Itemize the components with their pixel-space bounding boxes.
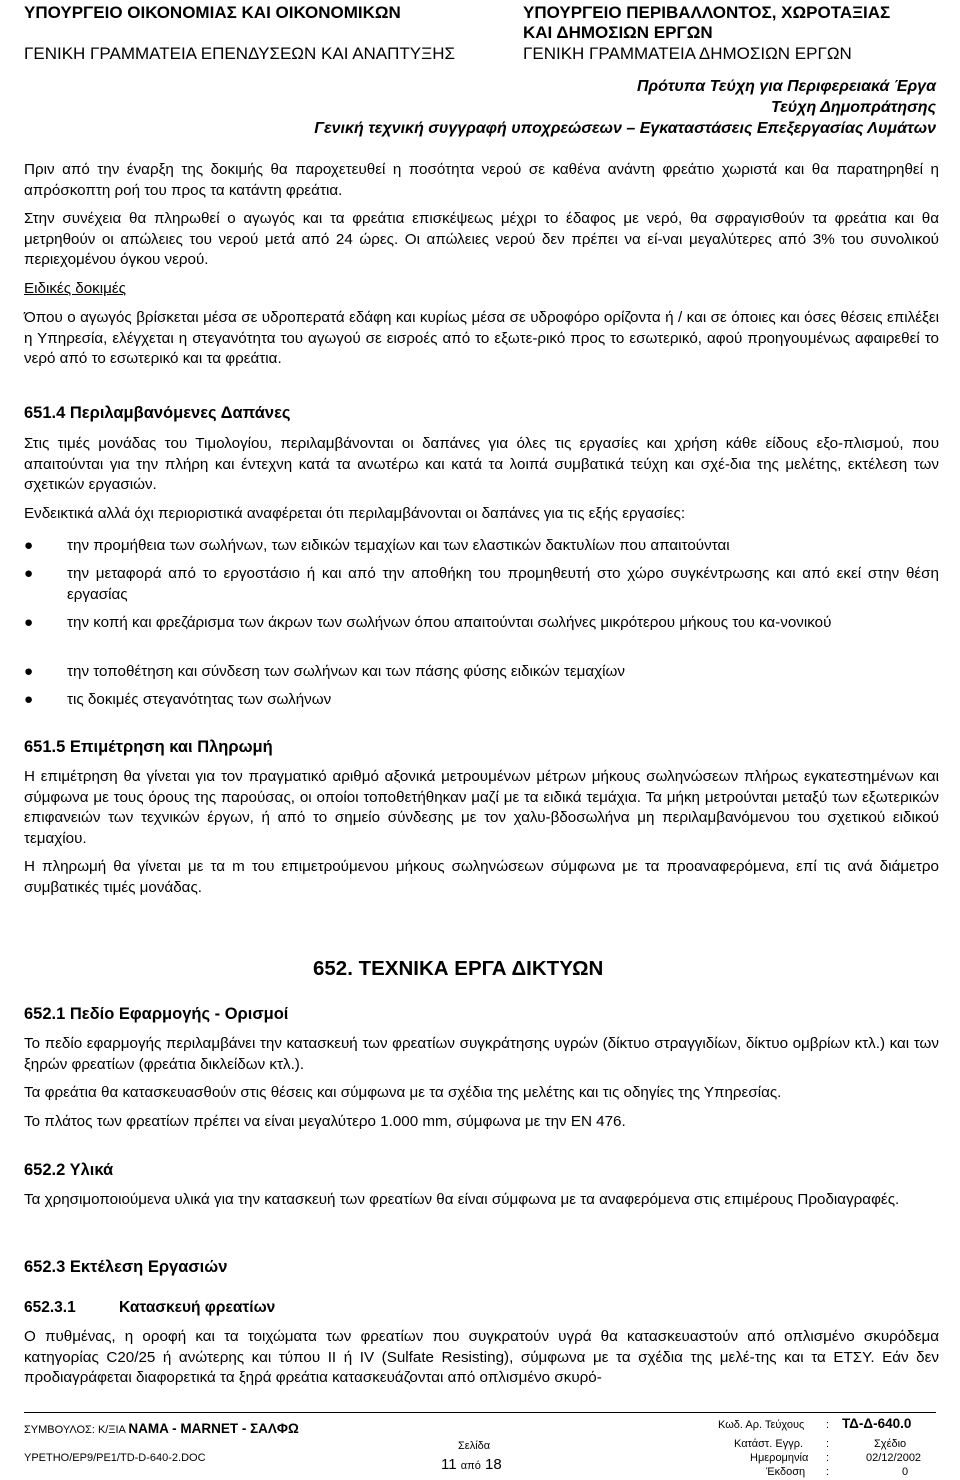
secretariat-left: ΓΕΝΙΚΗ ΓΡΑΜΜΑΤΕΙΑ ΕΠΕΝΔΥΣΕΩΝ ΚΑΙ ΑΝΑΠΤΥΞΗΣ: [24, 44, 455, 63]
edition-value: 0: [902, 1466, 909, 1478]
ministry-left: ΥΠΟΥΡΓΕΙΟ ΟΙΚΟΝΟΜΙΑΣ ΚΑΙ ΟΙΚΟΝΟΜΙΚΩΝ: [24, 3, 401, 22]
page-current: 11: [441, 1456, 457, 1473]
bullet-icon: ●: [24, 565, 34, 582]
chapter-652-title: 652. ΤΕΧΝΙΚΑ ΕΡΓΑ ΔΙΚΤΥΩΝ: [313, 957, 604, 980]
bullet-icon: ●: [24, 537, 34, 554]
section-651-4-heading: 651.4 Περιλαμβανόμενες Δαπάνες: [24, 404, 291, 422]
paragraph: Στις τιμές μονάδας του Τιμολογίου, περιλαμβάνονται οι δαπάνες για όλες τις εργασίες και χρήση κάθε είδους εξο-πλισμού, που απαιτούνται για την πλήρη και έντεχνη κατά τα ανωτέρω και κατά τα λοιπά συμβατικά τεύχη και σχέ-δια της μελέτης, εκτέλεση των σχετικών εργασιών.: [24, 435, 939, 493]
section-652-3-1-body: [24, 1327, 939, 1397]
footer-divider: [24, 1412, 936, 1413]
page-of: από: [460, 1460, 481, 1472]
page-label: Σελίδα: [458, 1440, 491, 1452]
paragraph: Το πεδίο εφαρμογής περιλαμβάνει την κατασκευή των φρεατίων συγκράτησης υγρών (δίκτυο στραγγιδίων, δίκτυο ομβρίων κτλ.) και των ξηρών φρεατίων (φρεάτια δικλείδων κτλ.).: [24, 1035, 939, 1073]
special-tests-heading: Ειδικές δοκιμές: [24, 279, 126, 297]
file-name: ΥΡΕΤΗΟ/ΕΡ9/ΡΕ1/ΤD-D-640-2.DOC: [24, 1452, 206, 1464]
paragraph: Το πλάτος των φρεατίων πρέπει να είναι μεγαλύτερο 1.000 mm, σύμφωνα με την ΕΝ 476.: [24, 1112, 626, 1130]
date-value: 02/12/2002: [866, 1452, 922, 1464]
paragraph: Ο πυθμένας, η οροφή και τα τοιχώματα των φρεατίων που συγκρατούν υγρά θα κατασκευαστούν από οπλισμένο σκυρόδεμα κατηγορίας C20/25 ή ανώτερης και τύπου ΙΙ ή ΙV (Sulfate Resisting), σύμφωνα με τα σχέδια της μελέ-της και τα ΕΤΣΥ. Εάν δεν προδιαγράφεται διαφορετικά τα ξηρά φρεάτια κατασκευάζονται από οπλισμένο σκυρό-: [24, 1328, 939, 1386]
bullet-icon: ●: [24, 614, 34, 631]
status-value: Σχέδιο: [874, 1438, 907, 1450]
doc-series-title: Πρότυπα Τεύχη για Περιφερειακά Έργα: [636, 78, 936, 95]
status-label: Κατάστ. Εγγρ.: [734, 1438, 804, 1450]
section-652-1-heading: 652.1 Πεδίο Εφαρμογής - Ορισμοί: [24, 1005, 289, 1023]
ministry-right-line1: ΥΠΟΥΡΓΕΙΟ ΠΕΡΙΒΑΛΛΟΝΤΟΣ, ΧΩΡΟΤΑΞΙΑΣ: [523, 3, 891, 22]
section-652-2-heading: 652.2 Υλικά: [24, 1161, 114, 1179]
edition-label: Έκδοση: [766, 1466, 806, 1478]
page-total: 18: [485, 1456, 502, 1473]
paragraph: Πριν από την έναρξη της δοκιμής θα παροχετευθεί η ποσότητα νερού σε καθένα ανάντη φρεάτιο χωριστά και θα παρατηρηθεί η απρόσκοπτη ροή του προς τα κατάντη φρεάτια.: [24, 161, 939, 199]
consultant-label: ΣΥΜΒΟΥΛΟΣ: Κ/ΞΙΑ NAMA - MARNET - ΣΑΛΦΩ: [24, 1421, 299, 1436]
code-label: Κωδ. Αρ. Τεύχους: [718, 1419, 805, 1431]
section-652-3-1-number: 652.3.1: [24, 1299, 76, 1316]
bullet-icon: ●: [24, 663, 34, 680]
section-651-5-heading: 651.5 Επιμέτρηση και Πληρωμή: [24, 738, 273, 756]
paragraph: Ενδεικτικά αλλά όχι περιοριστικά αναφέρεται ότι περιλαμβάνονται οι δαπάνες για τις εξής εργασίες:: [24, 504, 686, 522]
code-value: ΤΔ-Δ-640.0: [842, 1416, 912, 1431]
doc-subject-title: Γενική τεχνική συγγραφή υποχρεώσεων – Εγκαταστάσεις Επεξεργασίας Λυμάτων: [314, 120, 936, 137]
paragraph: Τα χρησιμοποιούμενα υλικά για την κατασκευή των φρεατίων θα είναι σύμφωνα με τα αναφερόμενα στις επιμέρους Προδιαγραφές.: [24, 1191, 900, 1208]
date-label: Ημερομηνία: [750, 1452, 809, 1464]
doc-type-title: Τεύχη Δημοπράτησης: [770, 99, 936, 116]
ministry-right-line2: ΚΑΙ ΔΗΜΟΣΙΩΝ ΕΡΓΩΝ: [523, 23, 713, 42]
section-652-1-body: [24, 1034, 939, 1140]
paragraph: Η επιμέτρηση θα γίνεται για τον πραγματικό αριθμό αξονικά μετρουμένων μέτρων μήκους σωληνώσεων πλήρως εγκατεστημένων και σύμφωνα με τους όρους της παρούσας, οι οποίοι τοποθετήθηκαν μαζί με τα ειδικά τεμάχια. Τα μήκη μετρούνται μεταξύ των εξωτερικών επιφανειών των τεχνικών έργων, ή από το σημείο σύνδεσης με τον χαλυ-βδοσωλήνα μη περιλαμβανόμενου του σχετικού ειδικού τεμαχίου.: [24, 768, 939, 847]
bullet-icon: ●: [24, 691, 34, 708]
paragraph: Η πληρωμή θα γίνεται με τα m του επιμετρούμενου μήκους σωληνώσεων σύμφωνα με τα προαναφερόμενα, επί τις ανά διάμετρο συμβατικές τιμές μονάδας.: [24, 858, 939, 896]
section-652-2-body: [24, 1190, 939, 1219]
section-652-3-1-title: Κατασκευή φρεατίων: [119, 1299, 276, 1316]
paragraph: Όπου ο αγωγός βρίσκεται μέσα σε υδροπερατά εδάφη και κυρίως μέσα σε υδροφόρο ορίζοντα ή / και σε όποιες και όσες θέσεις επιλέξει η Υπηρεσία, ελέγχεται η στεγανότητα του αγωγού σε εισροές από το εξωτε-ρικό προς το εσωτερικό, αφού προηγουμένως αφαιρεθεί το νερό από το εσωτερικό και τα φρεάτια.: [24, 309, 939, 367]
page-number: [441, 1456, 502, 1475]
intro-section: [24, 160, 939, 378]
section-651-4-body: [24, 434, 939, 532]
paragraph: Στην συνέχεια θα πληρωθεί ο αγωγός και τα φρεάτια επισκέψεως μέχρι το έδαφος με νερό, θα σφραγισθούν τα φρεάτια και θα μετρηθούν οι απώλειες του νερού μετά από 24 ώρες. Οι απώλειες νερού δεν πρέπει να εί-ναι μεγαλύτερες από 3% του συνολικού περιεχομένου όγκου νερού.: [24, 210, 939, 268]
section-651-5-body: [24, 767, 939, 906]
consultant-name: NAMA - MARNET - ΣΑΛΦΩ: [128, 1421, 299, 1436]
paragraph: Τα φρεάτια θα κατασκευασθούν στις θέσεις και σύμφωνα με τα σχέδια της μελέτης και τις οδηγίες της Υπηρεσίας.: [24, 1084, 782, 1101]
section-652-3-heading: 652.3 Εκτέλεση Εργασιών: [24, 1258, 228, 1276]
secretariat-right: ΓΕΝΙΚΗ ΓΡΑΜΜΑΤΕΙΑ ΔΗΜΟΣΙΩΝ ΕΡΓΩΝ: [523, 44, 852, 63]
